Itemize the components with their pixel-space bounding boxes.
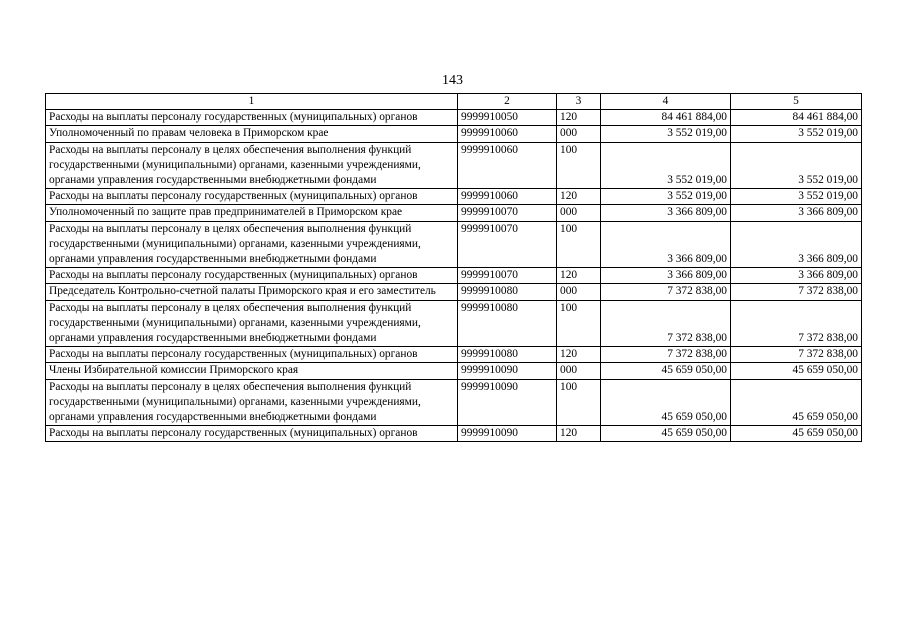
row-code-cell: 9999910080 [458,347,557,363]
row-amount1-cell: 7 372 838,00 [601,300,731,347]
column-header-type: 3 [557,94,601,110]
row-type-cell: 100 [557,300,601,347]
column-header-name: 1 [46,94,458,110]
table-row [46,284,862,300]
table-row [46,426,862,442]
table-row [46,126,862,142]
row-code-cell: 9999910070 [458,205,557,221]
row-name-cell: Расходы на выплаты персоналу государственных (муниципальных) органов [46,189,458,205]
row-code-cell: 9999910050 [458,110,557,126]
row-amount2-cell: 3 366 809,00 [731,205,862,221]
table-row [46,268,862,284]
row-amount1-cell: 45 659 050,00 [601,363,731,379]
column-header-amount1: 4 [601,94,731,110]
table-row [46,347,862,363]
row-name-cell: Члены Избирательной комиссии Приморского края [46,363,458,379]
row-name-cell: Уполномоченный по защите прав предпринимателей в Приморском крае [46,205,458,221]
row-amount2-cell: 45 659 050,00 [731,426,862,442]
row-amount1-cell: 3 366 809,00 [601,221,731,268]
row-name-cell: Расходы на выплаты персоналу в целях обеспечения выполнения функций государственными (муниципальными) органами, казенными учреждениями, органами управления государственными внебюджетными фондами [46,379,458,426]
row-code-cell: 9999910090 [458,363,557,379]
row-type-cell: 100 [557,379,601,426]
table-header-row [46,94,862,110]
row-amount1-cell: 84 461 884,00 [601,110,731,126]
table-row [46,379,862,426]
row-amount1-cell: 3 552 019,00 [601,189,731,205]
row-code-cell: 9999910060 [458,126,557,142]
row-amount1-cell: 3 552 019,00 [601,126,731,142]
row-code-cell: 9999910090 [458,379,557,426]
row-name-cell: Расходы на выплаты персоналу в целях обеспечения выполнения функций государственными (муниципальными) органами, казенными учреждениями, органами управления государственными внебюджетными фондами [46,142,458,189]
table-row [46,221,862,268]
column-header-amount2: 5 [731,94,862,110]
row-type-cell: 120 [557,189,601,205]
row-amount2-cell: 3 366 809,00 [731,221,862,268]
row-code-cell: 9999910080 [458,284,557,300]
row-amount2-cell: 7 372 838,00 [731,284,862,300]
row-name-cell: Расходы на выплаты персоналу государственных (муниципальных) органов [46,426,458,442]
row-code-cell: 9999910060 [458,189,557,205]
row-name-cell: Расходы на выплаты персоналу в целях обеспечения выполнения функций государственными (муниципальными) органами, казенными учреждениями, органами управления государственными внебюджетными фондами [46,221,458,268]
table-row [46,110,862,126]
row-type-cell: 120 [557,268,601,284]
row-amount2-cell: 3 552 019,00 [731,189,862,205]
budget-table [45,93,862,442]
row-type-cell: 000 [557,126,601,142]
row-code-cell: 9999910070 [458,268,557,284]
table-row [46,205,862,221]
row-amount2-cell: 84 461 884,00 [731,110,862,126]
row-code-cell: 9999910080 [458,300,557,347]
row-amount2-cell: 3 552 019,00 [731,142,862,189]
row-type-cell: 000 [557,205,601,221]
row-name-cell: Расходы на выплаты персоналу в целях обеспечения выполнения функций государственными (муниципальными) органами, казенными учреждениями, органами управления государственными внебюджетными фондами [46,300,458,347]
row-type-cell: 000 [557,284,601,300]
row-amount2-cell: 7 372 838,00 [731,347,862,363]
row-type-cell: 100 [557,221,601,268]
table-row [46,142,862,189]
row-amount1-cell: 3 552 019,00 [601,142,731,189]
row-name-cell: Расходы на выплаты персоналу государственных (муниципальных) органов [46,268,458,284]
row-code-cell: 9999910090 [458,426,557,442]
row-amount1-cell: 3 366 809,00 [601,268,731,284]
row-type-cell: 120 [557,110,601,126]
row-amount1-cell: 3 366 809,00 [601,205,731,221]
table-row [46,363,862,379]
table-row [46,300,862,347]
row-amount2-cell: 3 366 809,00 [731,268,862,284]
row-code-cell: 9999910060 [458,142,557,189]
row-amount1-cell: 45 659 050,00 [601,379,731,426]
column-header-code: 2 [458,94,557,110]
row-type-cell: 120 [557,347,601,363]
row-name-cell: Председатель Контрольно-счетной палаты Приморского края и его заместитель [46,284,458,300]
row-amount1-cell: 7 372 838,00 [601,284,731,300]
row-amount2-cell: 45 659 050,00 [731,363,862,379]
table-row [46,189,862,205]
row-amount2-cell: 7 372 838,00 [731,300,862,347]
row-amount1-cell: 45 659 050,00 [601,426,731,442]
row-name-cell: Расходы на выплаты персоналу государственных (муниципальных) органов [46,347,458,363]
row-amount1-cell: 7 372 838,00 [601,347,731,363]
row-name-cell: Расходы на выплаты персоналу государственных (муниципальных) органов [46,110,458,126]
row-type-cell: 120 [557,426,601,442]
page-number: 143 [442,73,463,88]
row-type-cell: 000 [557,363,601,379]
row-amount2-cell: 45 659 050,00 [731,379,862,426]
row-type-cell: 100 [557,142,601,189]
row-name-cell: Уполномоченный по правам человека в Приморском крае [46,126,458,142]
row-amount2-cell: 3 552 019,00 [731,126,862,142]
row-code-cell: 9999910070 [458,221,557,268]
